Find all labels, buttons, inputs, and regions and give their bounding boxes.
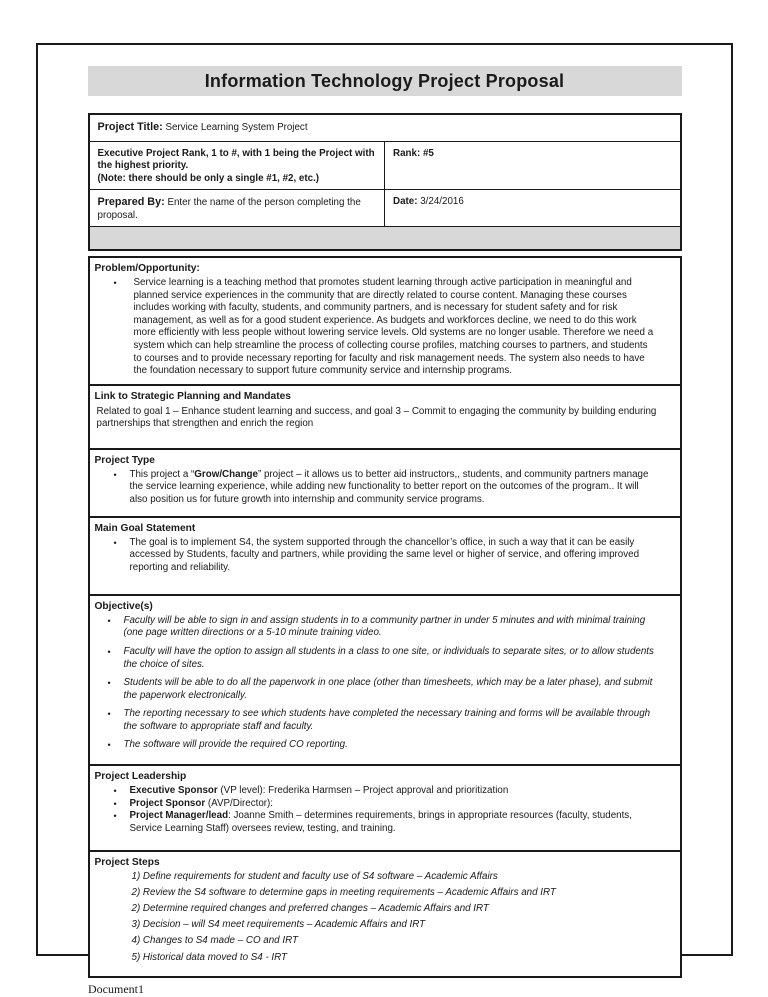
prepared-by-label: Prepared By: [97, 196, 165, 209]
bullet-marker-icon: • [113, 798, 117, 809]
date-value: 3/24/2016 [420, 196, 464, 208]
item-text: The software will provide the required CO reporting. [123, 739, 348, 751]
section-leadership [88, 764, 682, 852]
section-heading: Project Type [94, 454, 155, 466]
item-text: 3) Decision – will S4 meet requirements – Academic Affairs and IRT [131, 919, 426, 931]
item-text: Service learning is a teaching method that promotes student learning through active participation in meaningful and planned service experiences in the community that are directly related to course content. Managing these courses includes working with faculty, students, and community partners, and is necessary for student safety and for risk management, as well as for a good student experience. As budgets and workforces decline, we need to do this work more efficiently with less people without lowering service levels. Old systems are no longer usable. Therefore we need a system which can help streamline the process of collecting course profiles, matching courses to partners, and students to courses and to provide necessary reporting for faculty and risk management needs. The system also needs to have the foundation necessary to support future community service and internship programs. [133, 276, 654, 377]
bullet-item [95, 277, 670, 378]
section-link-strategic [88, 384, 682, 450]
bullet-item [95, 798, 670, 811]
rank-value: #5 [422, 147, 434, 159]
sections [88, 256, 682, 978]
item-text: 2) Review the S4 software to determine gaps in meeting requirements – Academic Affairs and IRT [131, 887, 556, 899]
section-objectives [88, 594, 682, 766]
section-heading: Link to Strategic Planning and Mandates [94, 390, 291, 402]
item-text: 2) Determine required changes and preferred changes – Academic Affairs and IRT [131, 903, 489, 915]
prepared-by-row [89, 190, 681, 227]
separator-row [89, 227, 681, 250]
rank-label: Rank: [393, 147, 421, 159]
project-title-label: Project Title: [97, 121, 163, 133]
bullet-marker-icon: • [107, 709, 111, 720]
date-label: Date: [393, 196, 418, 208]
document-footer-label: Document1 [88, 981, 144, 996]
item-text: Executive Sponsor (VP level): Frederika Harmsen – Project approval and prioritization [129, 785, 509, 797]
bullet-marker-icon: • [113, 469, 117, 480]
section-heading: Objective(s) [94, 600, 153, 612]
bullet-item [95, 810, 670, 835]
header-table [88, 113, 682, 251]
bullet-item [95, 469, 670, 507]
project-title-value: Service Learning System Project [165, 122, 308, 133]
item-text: The goal is to implement S4, the system supported through the chancellor’s office, in such a way that it can be easily accessed by Students, faculty and partners, while providing the same level or higher of service, and offering improved reporting and reliability. [129, 536, 640, 573]
bullet-marker-icon: • [113, 537, 117, 548]
item-text: Related to goal 1 – Enhance student learning and success, and goal 3 – Commit to engaging the community by building enduring partnerships that strengthen and enrich the region [96, 405, 657, 430]
bullet-marker-icon: • [107, 646, 111, 657]
bullet-marker-icon: • [113, 811, 117, 822]
rank-description-line1: Executive Project Rank, 1 to #, with 1 being the Project with the highest priority. [97, 147, 375, 172]
item-text: 1) Define requirements for student and faculty use of S4 software – Academic Affairs [131, 871, 498, 883]
bullet-item [95, 615, 670, 640]
bullet-item [95, 708, 670, 733]
separator-cell [89, 227, 681, 250]
section-problem-opportunity [88, 256, 682, 386]
bullet-marker-icon: • [113, 277, 117, 288]
bullet-marker-icon: • [107, 678, 111, 689]
rank-row [89, 141, 681, 190]
step-item [95, 871, 670, 884]
prepared-by-value: Enter the name of the person completing the proposal. [97, 197, 361, 221]
paragraph [95, 405, 670, 431]
document-title: Information Technology Project Proposal [88, 66, 682, 96]
document-page [36, 43, 733, 996]
item-text: Faculty will have the option to assign all students in a class to one site, or individuals to separate sites, or to allow students the choice of sites. [123, 645, 654, 670]
step-item [95, 887, 670, 900]
bullet-item [95, 739, 670, 752]
bullet-marker-icon: • [107, 615, 111, 626]
section-steps [88, 850, 682, 978]
section-heading: Problem/Opportunity: [94, 262, 200, 274]
item-text: Students will be able to do all the paperwork in one place (other than timesheets, which may be a later phase), and submit the paperwork electronically. [123, 677, 653, 701]
section-main-goal [88, 516, 682, 596]
section-heading: Project Steps [94, 857, 160, 869]
item-text: 5) Historical data moved to S4 - IRT [131, 951, 288, 963]
item-text: Project Manager/lead: Joanne Smith – determines requirements, brings in appropriate resources (faculty, students, Service Learning Staff) oversees review, testing, and training. [129, 810, 632, 834]
bullet-item [95, 537, 670, 575]
step-item [95, 935, 670, 948]
item-text: Faculty will be able to sign in and assign students in to a community partner in under 5 minutes and with minimal training (one page written directions or a 5-10 minute training video. [123, 614, 646, 639]
bullet-marker-icon: • [107, 740, 111, 751]
item-text: This project a “Grow/Change” project – it allows us to better aid instructors,, students, and community partners manage the service learning experience, while adding new functionality to better report on the outcomes of the program.. It will also position us for future growth into internship and community service programs. [129, 468, 649, 505]
item-text: 4) Changes to S4 made – CO and IRT [131, 935, 298, 947]
section-project-type [88, 448, 682, 518]
bullet-item [95, 677, 670, 702]
bullet-marker-icon: • [113, 786, 117, 797]
section-heading: Main Goal Statement [94, 522, 196, 534]
step-item [95, 903, 670, 916]
item-text: The reporting necessary to see which students have completed the necessary training and forms will be available through the software to appropriate staff and faculty. [123, 708, 651, 732]
section-heading: Project Leadership [94, 771, 187, 783]
project-title-row [89, 114, 681, 141]
rank-description-line2: (Note: there should be only a single #1, #2, etc.) [97, 172, 320, 184]
step-item [95, 919, 670, 932]
bullet-item [95, 646, 670, 671]
item-text: Project Sponsor (AVP/Director): [129, 797, 274, 809]
bullet-item [95, 785, 670, 798]
step-item [95, 952, 670, 965]
